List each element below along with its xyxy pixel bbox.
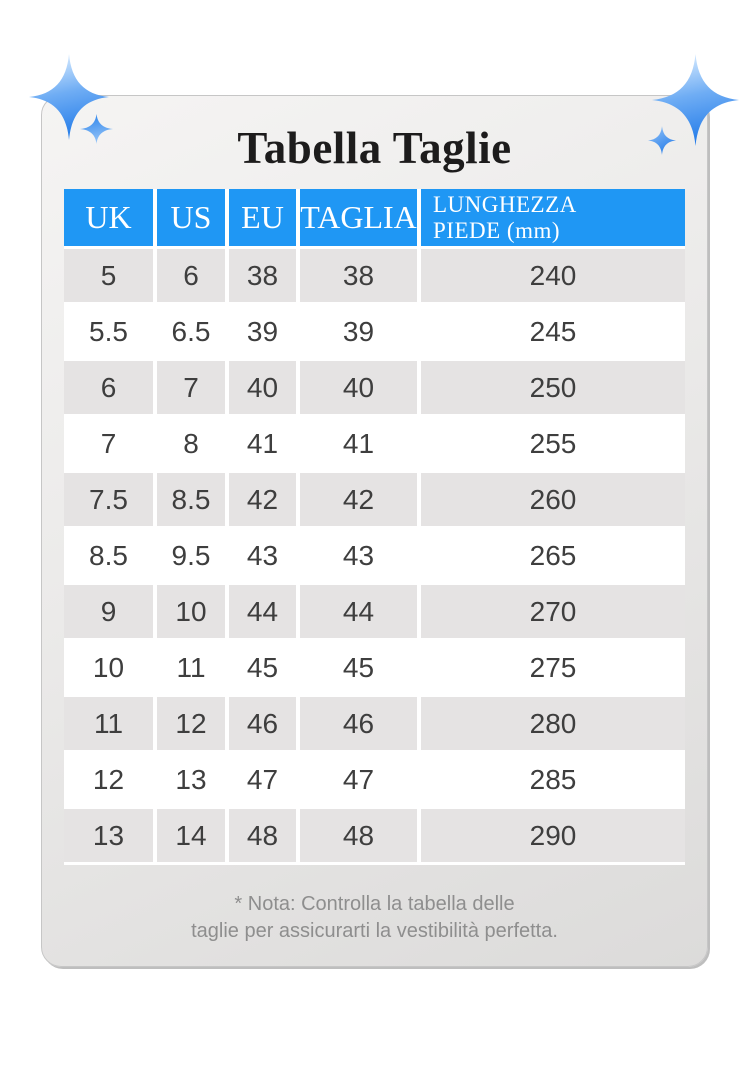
column-header-lunghezza-piede	[421, 189, 685, 249]
table-cell: 13	[64, 809, 157, 865]
size-table	[64, 189, 685, 865]
header-line-1: LUNGHEZZA	[433, 191, 577, 217]
table-cell: 44	[229, 585, 300, 641]
table-cell: 42	[300, 473, 421, 529]
table-cell: 45	[229, 641, 300, 697]
table-cell: 42	[229, 473, 300, 529]
table-cell: 7.5	[64, 473, 157, 529]
page-title: Tabella Taglie	[237, 123, 512, 173]
table-cell: 9.5	[157, 529, 229, 585]
table-cell: 11	[157, 641, 229, 697]
table-cell: 38	[300, 249, 421, 305]
column-header-uk: UK	[64, 189, 157, 249]
size-chart-card	[41, 95, 708, 967]
table-cell: 6	[157, 249, 229, 305]
table-cell: 38	[229, 249, 300, 305]
table-cell: 7	[64, 417, 157, 473]
table-cell: 8.5	[157, 473, 229, 529]
table-cell: 290	[421, 809, 685, 865]
table-cell: 46	[300, 697, 421, 753]
table-row	[64, 249, 685, 305]
table-row	[64, 417, 685, 473]
table-cell: 6.5	[157, 305, 229, 361]
table-cell: 260	[421, 473, 685, 529]
table-cell: 48	[229, 809, 300, 865]
table-row	[64, 753, 685, 809]
table-cell: 41	[229, 417, 300, 473]
table-cell: 5	[64, 249, 157, 305]
column-header-us: US	[157, 189, 229, 249]
column-header-eu: EU	[229, 189, 300, 249]
table-cell: 9	[64, 585, 157, 641]
table-cell: 43	[300, 529, 421, 585]
table-row	[64, 361, 685, 417]
table-cell: 6	[64, 361, 157, 417]
note	[42, 891, 707, 945]
header-line-2: PIEDE (mm)	[433, 217, 561, 243]
table-cell: 40	[300, 361, 421, 417]
table-row	[64, 641, 685, 697]
sparkle-icon	[648, 126, 676, 155]
table-cell: 47	[229, 753, 300, 809]
table-cell: 240	[421, 249, 685, 305]
header-row	[64, 189, 685, 249]
column-header-taglia: TAGLIA	[300, 189, 421, 249]
table-cell: 46	[229, 697, 300, 753]
table-cell: 48	[300, 809, 421, 865]
table-cell: 13	[157, 753, 229, 809]
table-cell: 40	[229, 361, 300, 417]
table-cell: 8.5	[64, 529, 157, 585]
table-cell: 12	[64, 753, 157, 809]
table-cell: 10	[157, 585, 229, 641]
table-cell: 285	[421, 753, 685, 809]
table-cell: 14	[157, 809, 229, 865]
note-line-1: * Nota: Controlla la tabella delle	[234, 893, 515, 915]
table-cell: 265	[421, 529, 685, 585]
table-cell: 39	[300, 305, 421, 361]
table-cell: 255	[421, 417, 685, 473]
table-row	[64, 305, 685, 361]
sparkle-icon	[80, 114, 113, 144]
table-cell: 44	[300, 585, 421, 641]
table-cell: 250	[421, 361, 685, 417]
table-row	[64, 529, 685, 585]
table-cell: 43	[229, 529, 300, 585]
table-cell: 10	[64, 641, 157, 697]
note-line-2: taglie per assicurarti la vestibilità perfetta.	[191, 920, 558, 942]
table-row	[64, 473, 685, 529]
table-row	[64, 809, 685, 865]
table-cell: 39	[229, 305, 300, 361]
table-cell: 7	[157, 361, 229, 417]
table-cell: 270	[421, 585, 685, 641]
size-table-body	[64, 249, 685, 865]
table-cell: 8	[157, 417, 229, 473]
table-cell: 41	[300, 417, 421, 473]
table-cell: 45	[300, 641, 421, 697]
table-cell: 280	[421, 697, 685, 753]
table-cell: 245	[421, 305, 685, 361]
table-row	[64, 697, 685, 753]
table-cell: 12	[157, 697, 229, 753]
table-row	[64, 585, 685, 641]
size-table-header	[64, 189, 685, 249]
table-cell: 47	[300, 753, 421, 809]
table-cell: 11	[64, 697, 157, 753]
table-cell: 275	[421, 641, 685, 697]
table-cell: 5.5	[64, 305, 157, 361]
